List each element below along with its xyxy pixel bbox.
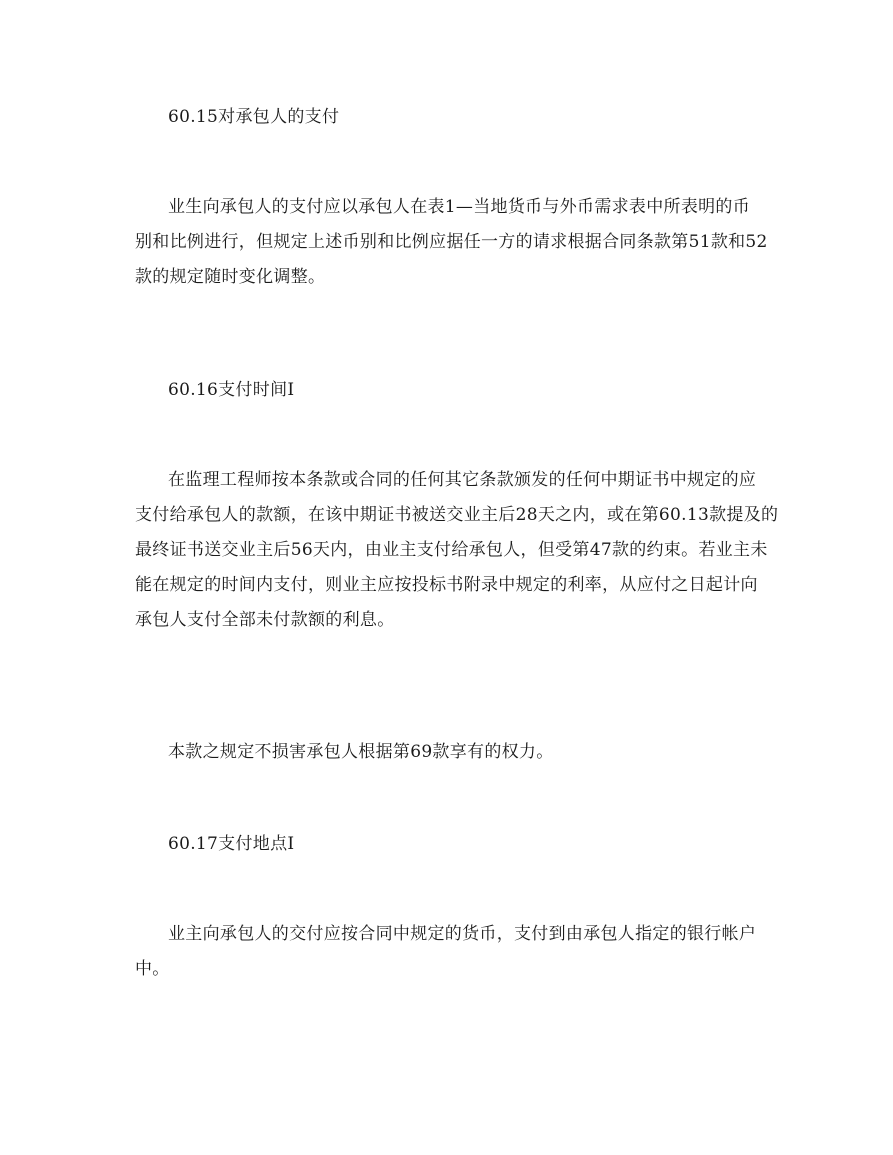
section-heading-60-17 — [135, 827, 808, 862]
paragraph-line: 款的规定随时变化调整。 — [135, 267, 326, 287]
paragraph-line: 中。 — [135, 959, 170, 979]
paragraph-line: 支付给承包人的款额，在该中期证书被送交业主后28天之内，或在第60.13款提及的 — [135, 505, 779, 525]
section-heading-60-16 — [135, 373, 808, 408]
paragraph-line: 业生向承包人的支付应以承包人在表1—当地货币与外币需求表中所表明的币 — [168, 197, 751, 217]
paragraph-line: 最终证书送交业主后56天内，由业主支付给承包人，但受第47款的约束。若业主未 — [135, 540, 768, 560]
heading-text: 60.17支付地点I — [168, 834, 295, 854]
paragraph-line: 本款之规定不损害承包人根据第69款享有的权力。 — [168, 742, 554, 762]
paragraph-60-15-payment — [135, 190, 775, 295]
paragraph-line: 承包人支付全部未付款额的利息。 — [135, 610, 395, 630]
heading-text: 60.15对承包人的支付 — [168, 107, 340, 127]
paragraph-60-17-payment-place — [135, 917, 775, 987]
section-heading-60-15 — [135, 100, 808, 135]
paragraph-line: 别和比例进行，但规定上述币别和比例应据任一方的请求根据合同条款第51款和52 — [135, 232, 768, 252]
paragraph-60-16-rights — [135, 735, 775, 770]
paragraph-60-16-payment-time — [135, 463, 779, 638]
paragraph-line: 业主向承包人的交付应按合同中规定的货币，支付到由承包人指定的银行帐户 — [168, 924, 757, 944]
paragraph-line: 在监理工程师按本条款或合同的任何其它条款颁发的任何中期证书中规定的应 — [168, 470, 757, 490]
paragraph-line: 能在规定的时间内支付，则业主应按投标书附录中规定的利率，从应付之日起计向 — [135, 575, 758, 595]
heading-text: 60.16支付时间I — [168, 380, 295, 400]
